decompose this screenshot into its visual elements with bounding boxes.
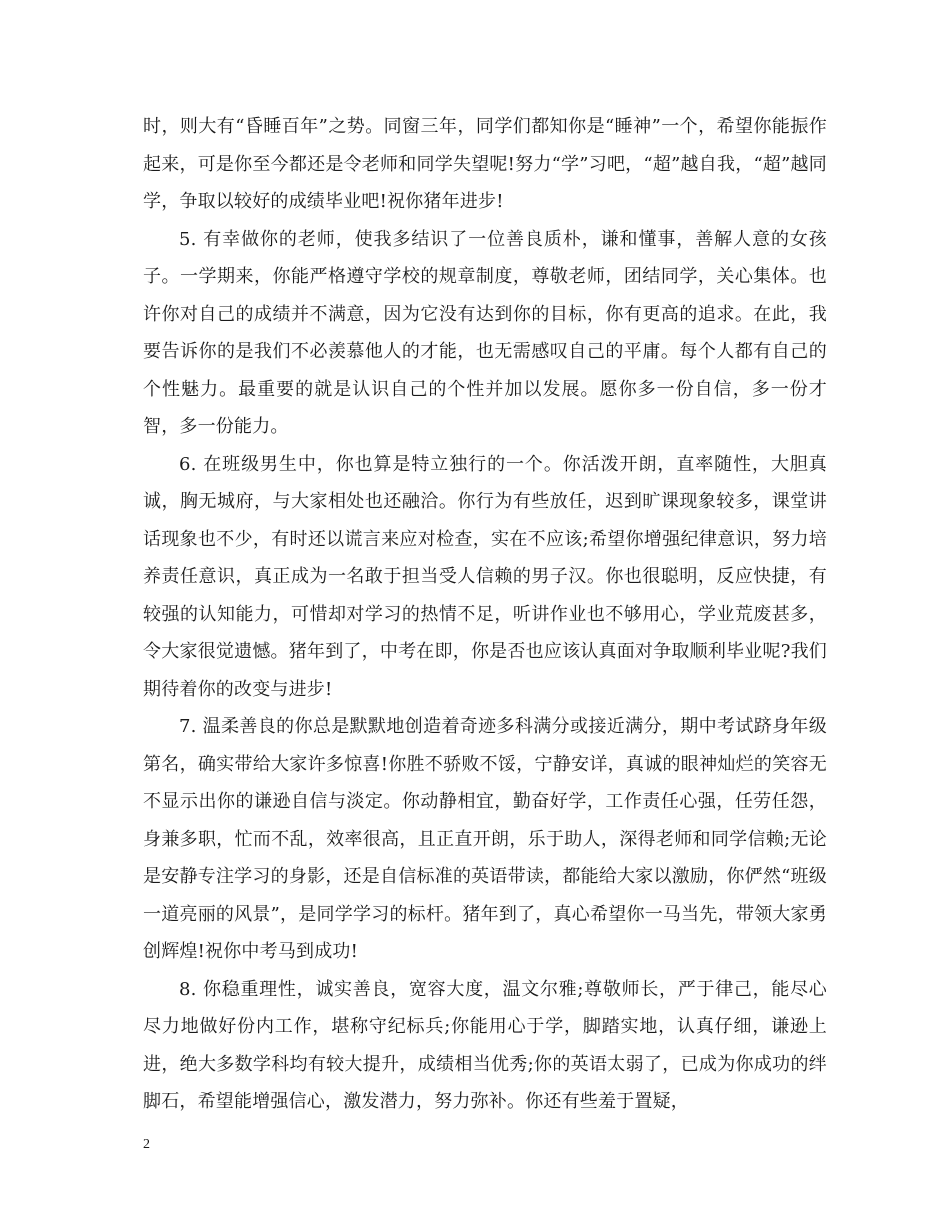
paragraph-comment-7: 7. 温柔善良的你总是默默地创造着奇迹多科满分或接近满分，期中考试跻身年级第名，确实带给大家许多惊喜!你胜不骄败不馁，宁静安详，真诚的眼神灿烂的笑容无不显示出你的谦逊自信与淡定。你动静相宜，勤奋好学，工作责任心强，任劳任怨，身兼多职，忙而不乱，效率很高，且正直开朗，乐于助人，深得老师和同学信赖;无论是安静专注学习的身影，还是自信标准的英语带读，都能给大家以激励，你俨然“班级一道亮丽的风景”，是同学学习的标杆。猪年到了，真心希望你一马当先，带领大家勇创辉煌!祝你中考马到成功! <box>143 716 827 962</box>
page-number: 2 <box>143 1137 150 1152</box>
document-body <box>143 108 827 1121</box>
paragraph-continuation: 时，则大有“昏睡百年”之势。同窗三年，同学们都知你是“睡神”一个，希望你能振作起来，可是你至今都还是令老师和同学失望呢!努力“学”习吧，“超”越自我，“超”越同学，争取以较好的成绩毕业吧!祝你猪年进步! <box>143 116 827 212</box>
paragraph-comment-6: 6. 在班级男生中，你也算是特立独行的一个。你活泼开朗，直率随性，大胆真诚，胸无城府，与大家相处也还融洽。你行为有些放任，迟到旷课现象较多，课堂讲话现象也不少，有时还以谎言来应对检查，实在不应该;希望你增强纪律意识，努力培养责任意识，真正成为一名敢于担当受人信赖的男子汉。你也很聪明，反应快捷，有较强的认知能力，可惜却对学习的热情不足，听讲作业也不够用心，学业荒废甚多，令大家很觉遗憾。猪年到了，中考在即，你是否也应该认真面对争取顺利毕业呢?我们期待着你的改变与进步! <box>143 453 827 700</box>
paragraph-comment-5: 5. 有幸做你的老师，使我多结识了一位善良质朴，谦和懂事，善解人意的女孩子。一学期来，你能严格遵守学校的规章制度，尊敬老师，团结同学，关心集体。也许你对自己的成绩并不满意，因为它没有达到你的目标，你有更高的追求。在此，我要告诉你的是我们不必羡慕他人的才能，也无需感叹自己的平庸。每个人都有自己的个性魅力。最重要的就是认识自己的个性并加以发展。愿你多一份自信，多一份才智，多一份能力。 <box>143 228 827 437</box>
paragraph-comment-8: 8. 你稳重理性，诚实善良，宽容大度，温文尔雅;尊敬师长，严于律己，能尽心尽力地做好份内工作，堪称守纪标兵;你能用心于学，脚踏实地，认真仔细，谦逊上进，绝大多数学科均有较大提升，成绩相当优秀;你的英语太弱了，已成为你成功的绊脚石，希望能增强信心，激发潜力，努力弥补。你还有些羞于置疑， <box>143 978 827 1112</box>
